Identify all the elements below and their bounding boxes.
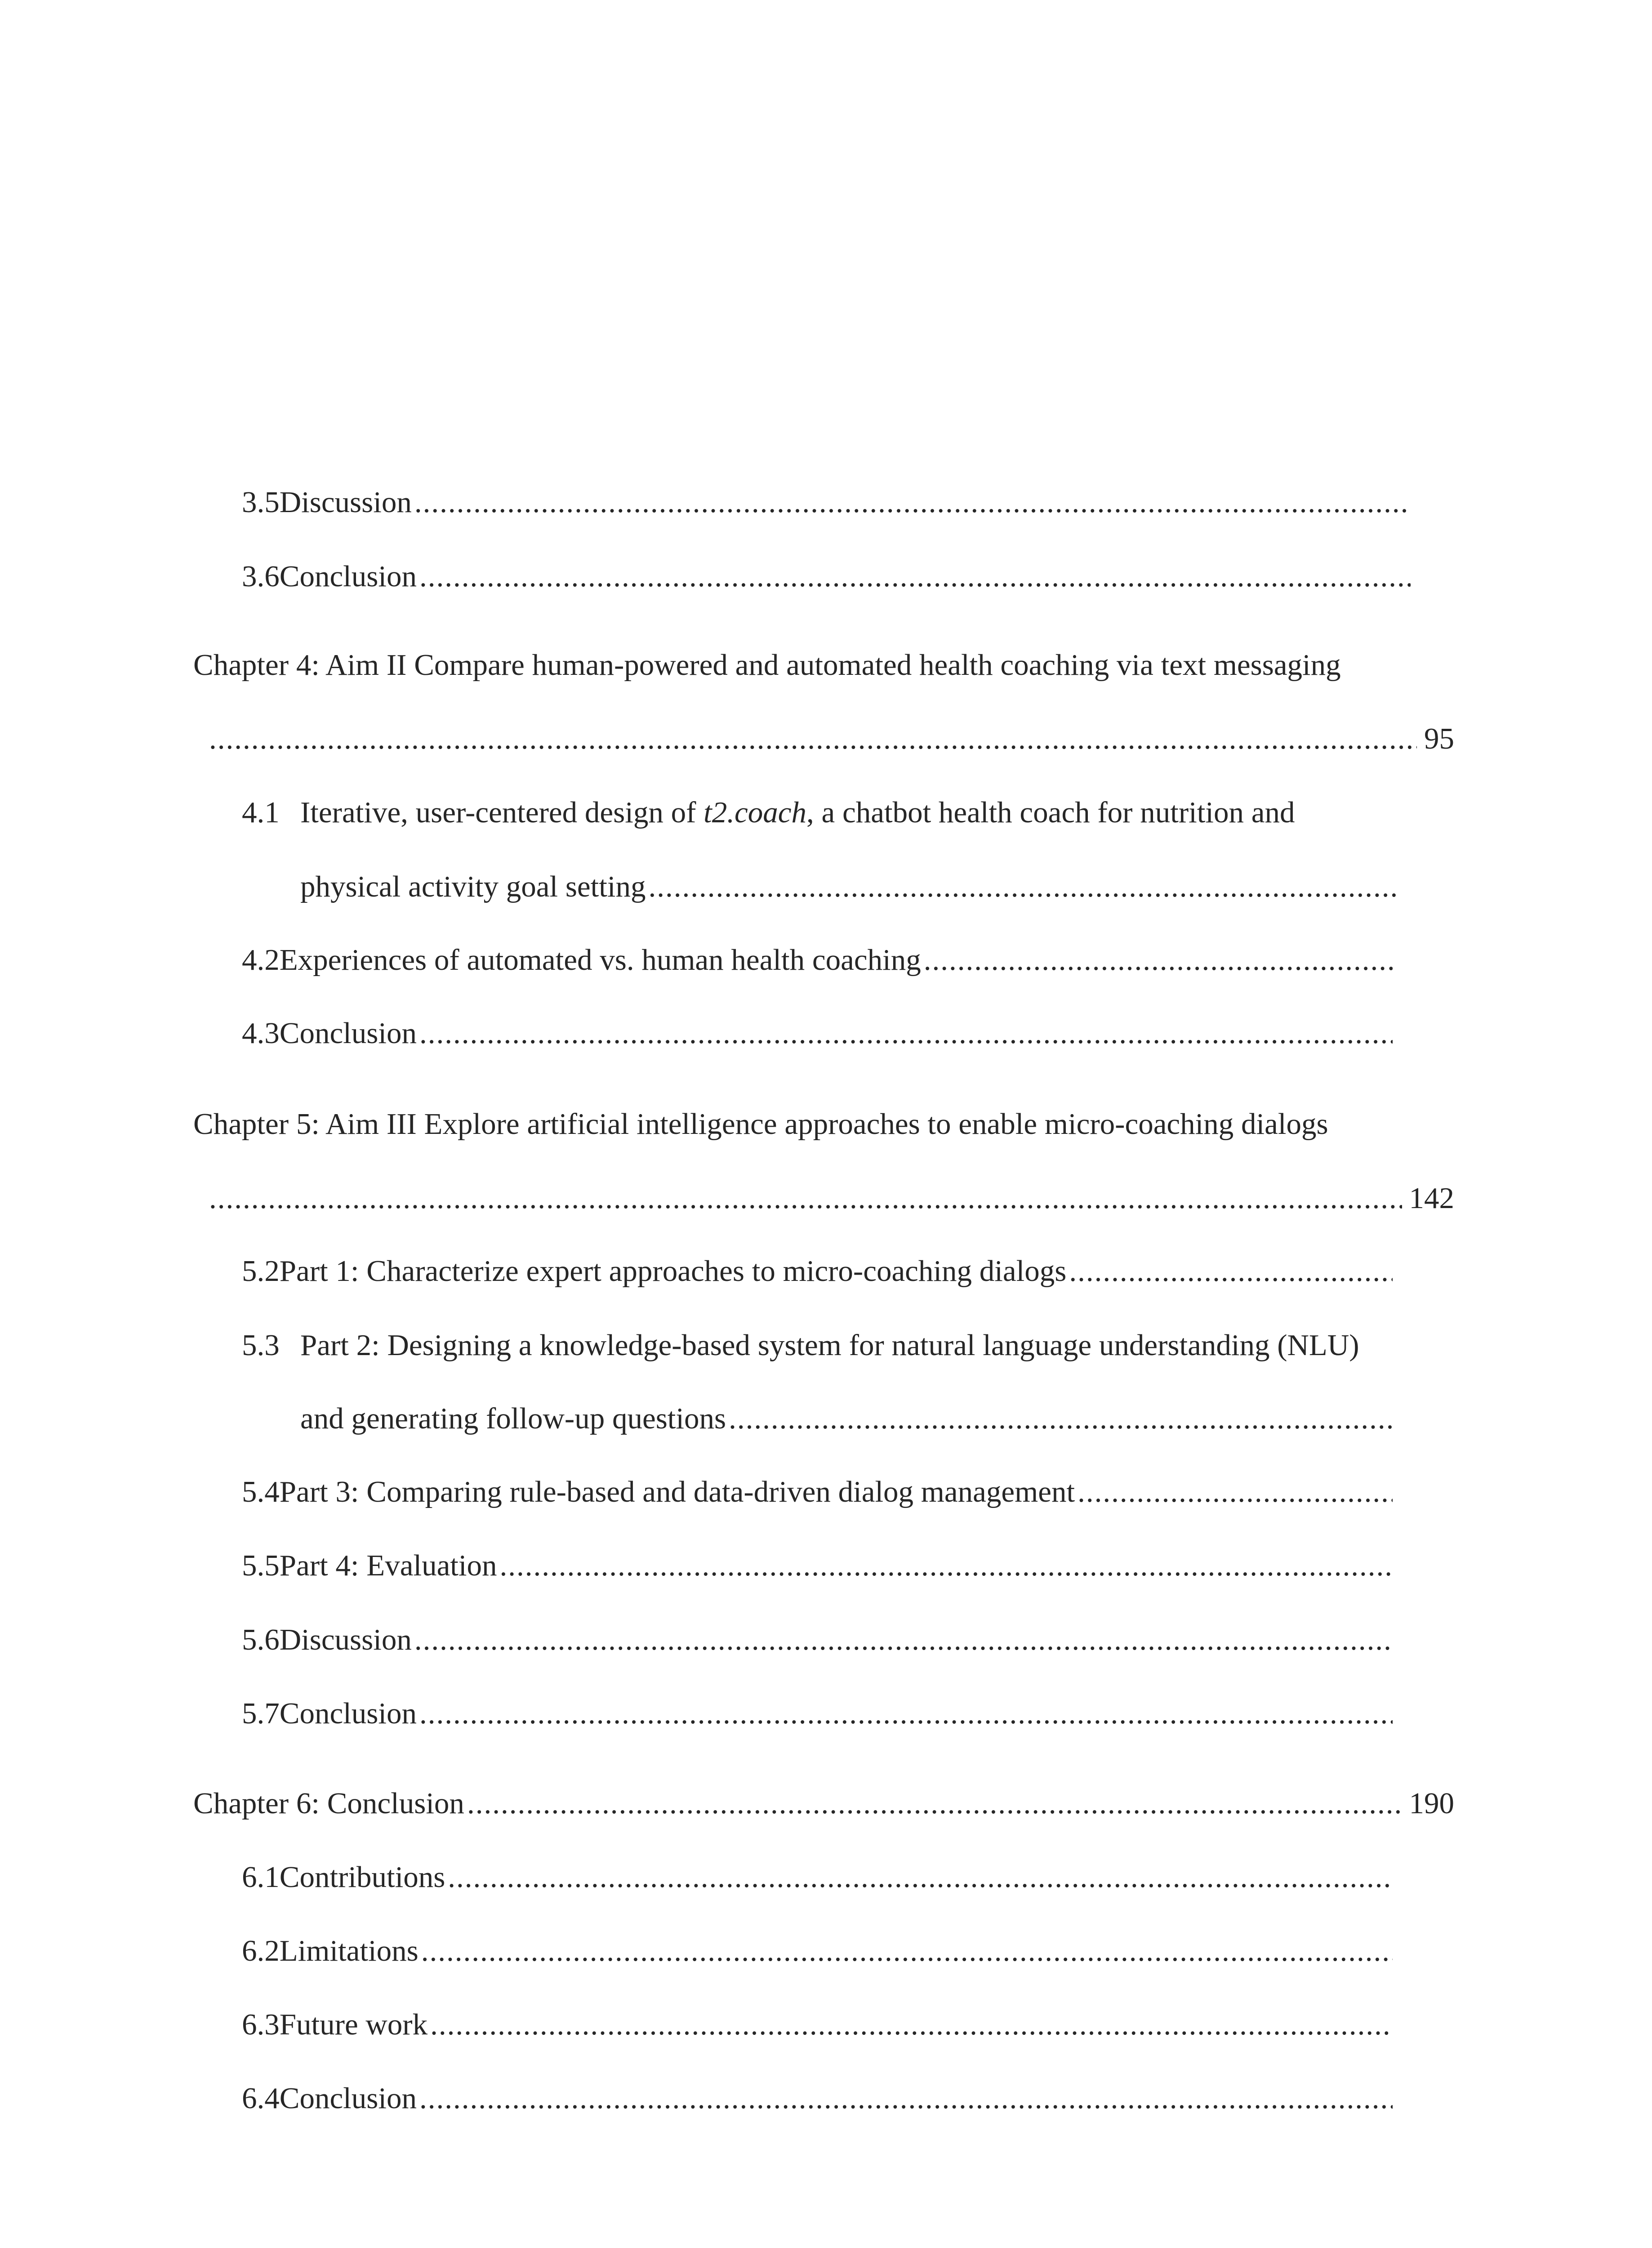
toc-chapter-4-title (193, 645, 1452, 685)
dot-leader (500, 1545, 1393, 1586)
section-title: Conclusion (279, 560, 417, 593)
section-number: 3.5 (242, 486, 280, 519)
toc-entry-3-6 (242, 556, 1411, 597)
section-number: 4.3 (242, 1017, 280, 1050)
section-title: Part 2: Designing a knowledge-based system for natural language understanding (NLU) (300, 1329, 1359, 1362)
dot-leader (209, 718, 1417, 759)
section-number: 5.6 (242, 1623, 280, 1656)
chapter-title: Chapter 4: Aim II Compare human-powered and automated health coaching via text messaging (193, 648, 1341, 682)
section-number: 5.4 (242, 1475, 280, 1508)
dot-leader (648, 866, 1397, 907)
page-number: 95 (1424, 722, 1454, 755)
toc-chapter-5-title (193, 1104, 1452, 1144)
section-title: Conclusion (279, 1697, 417, 1730)
dot-leader (414, 1619, 1393, 1660)
section-title: Contributions (279, 1860, 445, 1894)
dot-leader (1078, 1472, 1393, 1512)
toc-entry-3-5 (242, 482, 1411, 522)
section-title-line2: and generating follow-up questions (300, 1402, 726, 1435)
section-title: Discussion (279, 486, 412, 519)
section-title: Iterative, user-centered design of t2.coach, a chatbot health coach for nutrition and (300, 796, 1295, 829)
section-number: 5.7 (242, 1697, 280, 1730)
toc-entry-4-2 (242, 940, 1393, 980)
toc-entry-5-3 (242, 1325, 1456, 1365)
toc-entry-5-3-continued (300, 1398, 1393, 1439)
toc-entry-5-4 (242, 1472, 1393, 1512)
toc-chapter-4-leader (209, 718, 1454, 759)
section-title: Part 3: Comparing rule-based and data-driven dialog management (279, 1475, 1075, 1508)
dot-leader (924, 940, 1393, 980)
section-number: 4.2 (242, 943, 280, 977)
section-number: 5.5 (242, 1549, 280, 1582)
dot-leader (448, 1857, 1393, 1897)
toc-entry-4-1 (242, 792, 1411, 833)
dot-leader (419, 1693, 1393, 1734)
toc-entry-4-1-continued (300, 866, 1397, 907)
section-title: Part 4: Evaluation (279, 1549, 497, 1582)
section-title: Part 1: Characterize expert approaches to micro-coaching dialogs (279, 1254, 1067, 1288)
page-number: 190 (1409, 1787, 1454, 1820)
toc-entry-5-7 (242, 1693, 1393, 1734)
dot-leader (467, 1783, 1402, 1824)
dot-leader (419, 2078, 1393, 2119)
chapter-title: Chapter 6: Conclusion (193, 1787, 464, 1820)
section-title: Experiences of automated vs. human health coaching (279, 943, 921, 977)
toc-entry-6-2 (242, 1931, 1393, 1971)
toc-entry-6-4 (242, 2078, 1393, 2119)
product-name: t2.coach (704, 796, 806, 829)
toc-entry-5-2 (242, 1251, 1393, 1291)
section-title-line2: physical activity goal setting (300, 870, 646, 903)
section-number: 6.2 (242, 1934, 280, 1967)
section-title: Conclusion (279, 2082, 417, 2115)
section-number: 5.3 (242, 1329, 280, 1362)
toc-entry-6-1 (242, 1857, 1393, 1897)
dot-leader (419, 1013, 1393, 1053)
section-title: Discussion (279, 1623, 412, 1656)
chapter-title: Chapter 5: Aim III Explore artificial intelligence approaches to enable micro-coaching dialogs (193, 1107, 1328, 1141)
section-title: Conclusion (279, 1017, 417, 1050)
toc-entry-6-3 (242, 2004, 1393, 2045)
toc-entry-5-5 (242, 1545, 1393, 1586)
section-number: 3.6 (242, 560, 280, 593)
toc-chapter-5-leader (209, 1178, 1454, 1218)
dot-leader (1069, 1251, 1393, 1291)
section-title: Limitations (279, 1934, 419, 1967)
dot-leader (209, 1178, 1402, 1218)
dot-leader (419, 556, 1411, 597)
section-number: 6.3 (242, 2008, 280, 2041)
section-number: 6.1 (242, 1860, 280, 1894)
toc-entry-5-6 (242, 1619, 1393, 1660)
page-number: 142 (1409, 1182, 1454, 1215)
toc-entry-4-3 (242, 1013, 1393, 1053)
dot-leader (430, 2004, 1393, 2045)
section-title: Future work (279, 2008, 428, 2041)
section-number: 4.1 (242, 796, 280, 829)
dot-leader (729, 1398, 1393, 1439)
section-number: 5.2 (242, 1254, 280, 1288)
toc-chapter-6 (193, 1783, 1454, 1824)
dot-leader (421, 1931, 1393, 1971)
section-number: 6.4 (242, 2082, 280, 2115)
dot-leader (414, 482, 1411, 522)
